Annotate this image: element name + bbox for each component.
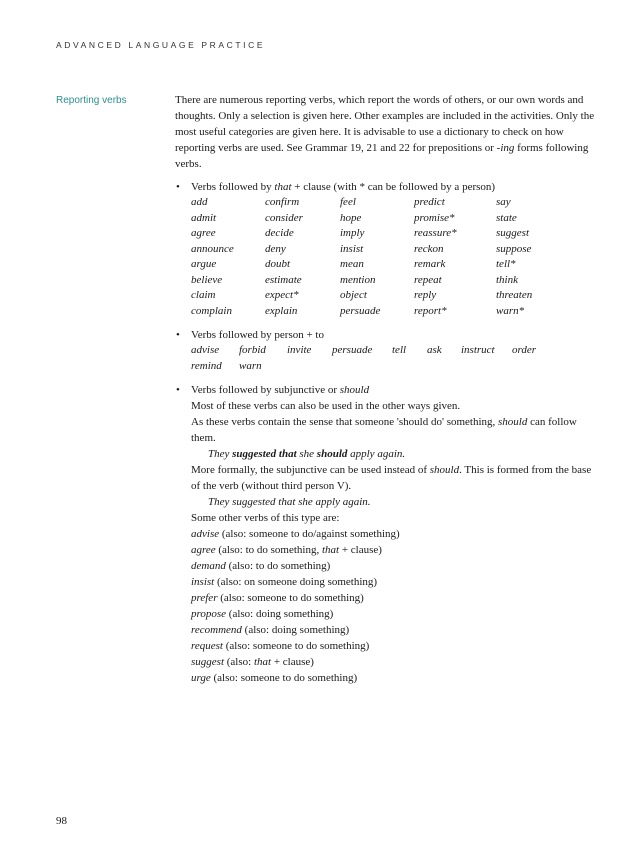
explanation-line: As these verbs contain the sense that someone 'should do' something, should can follow them. [191, 416, 577, 444]
verb: promise* [414, 211, 455, 224]
verb: doubt [265, 258, 291, 270]
verb: suggest [496, 227, 529, 239]
verb: tell [392, 344, 407, 356]
verb-list-item: suggest (also: that + clause) [191, 656, 314, 668]
verb: remark [414, 258, 446, 270]
intro-text: There are numerous reporting verbs, which report the words of others, or our own words and thoughts. Only a selection is given here. Other examples are included in the activities. Only the most useful categories are given here. It is advisable to use a dictionary to check on how reporting verbs are used. See Grammar 19, 21 and 22 for prepositions or [175, 94, 595, 154]
verb: order [512, 344, 537, 356]
verb: warn [239, 359, 262, 372]
verb: remind [191, 359, 222, 372]
section-heading: • Verbs followed by subjunctive or should [191, 384, 370, 396]
verb: state [496, 211, 517, 224]
main-content [175, 92, 595, 686]
verb: forbid [239, 344, 266, 356]
verb: persuade [340, 304, 381, 317]
verb: deny [265, 242, 286, 255]
verb: mention [340, 273, 376, 286]
verb: request [191, 640, 223, 652]
verb-table [191, 195, 595, 319]
running-header: ADVANCED LANGUAGE PRACTICE [56, 40, 266, 50]
verb: hope [340, 211, 362, 224]
verb: estimate [265, 273, 302, 286]
verb-list-item: prefer (also: someone to do something) [191, 592, 364, 604]
verb: feel [340, 196, 356, 208]
verb: advise [191, 528, 220, 540]
verb: recommend [191, 624, 242, 636]
intro-ing: -ing [496, 142, 515, 154]
verb: agree [191, 544, 216, 556]
verb: demand [191, 560, 226, 572]
verb-list-item: urge (also: someone to do something) [191, 672, 358, 684]
verb-list-item: recommend (also: doing something) [191, 624, 350, 636]
page-number: 98 [56, 815, 67, 827]
example-sentence: They suggested that she apply again. [208, 496, 371, 508]
verb: predict [414, 196, 445, 208]
example-sentence: They suggested that she should apply again. [208, 448, 406, 460]
section-subjunctive [175, 382, 595, 686]
verb: claim [191, 289, 216, 301]
verb: tell* [496, 258, 516, 270]
verb: argue [191, 258, 217, 270]
verb: add [191, 196, 208, 208]
verb: reassure* [414, 227, 457, 239]
section-heading: • Verbs followed by that + clause (with * can be followed by a person) [191, 181, 496, 193]
verb: urge [191, 672, 211, 684]
explanation-line: Some other verbs of this type are: [191, 512, 340, 524]
verb: think [496, 273, 518, 286]
verb: reckon [414, 242, 444, 255]
verb: insist [191, 576, 215, 588]
verb: repeat [414, 273, 442, 286]
verb: admit [191, 211, 217, 224]
intro-end: forms following verbs. [175, 142, 589, 170]
verb-list-item: demand (also: to do something) [191, 560, 331, 572]
verb: decide [265, 227, 294, 239]
verb: suggest [191, 656, 224, 668]
section-heading: • Verbs followed by person + to [191, 329, 324, 341]
verb-list-item: agree (also: to do something, that + clause) [191, 544, 382, 556]
verb-list-item: propose (also: doing something) [191, 608, 334, 620]
verb: insist [340, 242, 364, 255]
verb: believe [191, 273, 223, 286]
verb-list [191, 526, 595, 686]
verb: explain [265, 304, 298, 317]
verb: report* [414, 304, 447, 317]
verb: mean [340, 258, 364, 270]
verb: imply [340, 227, 365, 239]
verb: persuade [332, 344, 373, 356]
verb: confirm [265, 196, 300, 208]
verb-table [191, 343, 595, 374]
verb: object [340, 289, 367, 301]
verb: complain [191, 304, 232, 317]
verb-list-item: insist (also: on someone doing something) [191, 576, 378, 588]
section-person-to [175, 327, 595, 374]
verb: consider [265, 211, 303, 224]
verb-list-item: request (also: someone to do something) [191, 640, 370, 652]
verb: advise [191, 344, 220, 356]
intro-paragraph [175, 92, 595, 172]
verb: agree [191, 227, 216, 239]
verb: invite [287, 344, 312, 356]
verb: prefer [191, 592, 218, 604]
section-label: Reporting verbs [56, 95, 127, 106]
verb: ask [427, 344, 442, 356]
verb: announce [191, 242, 234, 255]
verb: warn* [496, 304, 525, 317]
verb: instruct [461, 344, 495, 356]
verb: threaten [496, 289, 533, 301]
explanation-line: Most of these verbs can also be used in the other ways given. [191, 400, 461, 412]
verb-list-item: advise (also: someone to do/against something) [191, 528, 400, 540]
verb: propose [191, 608, 227, 620]
explanation-line: More formally, the subjunctive can be used instead of should. This is formed from the base of the verb (without third person V). [191, 464, 592, 492]
section-that-clause [175, 179, 595, 319]
verb: suppose [496, 242, 532, 255]
verb: say [496, 196, 511, 208]
verb: expect* [265, 289, 299, 301]
verb: reply [414, 289, 437, 301]
